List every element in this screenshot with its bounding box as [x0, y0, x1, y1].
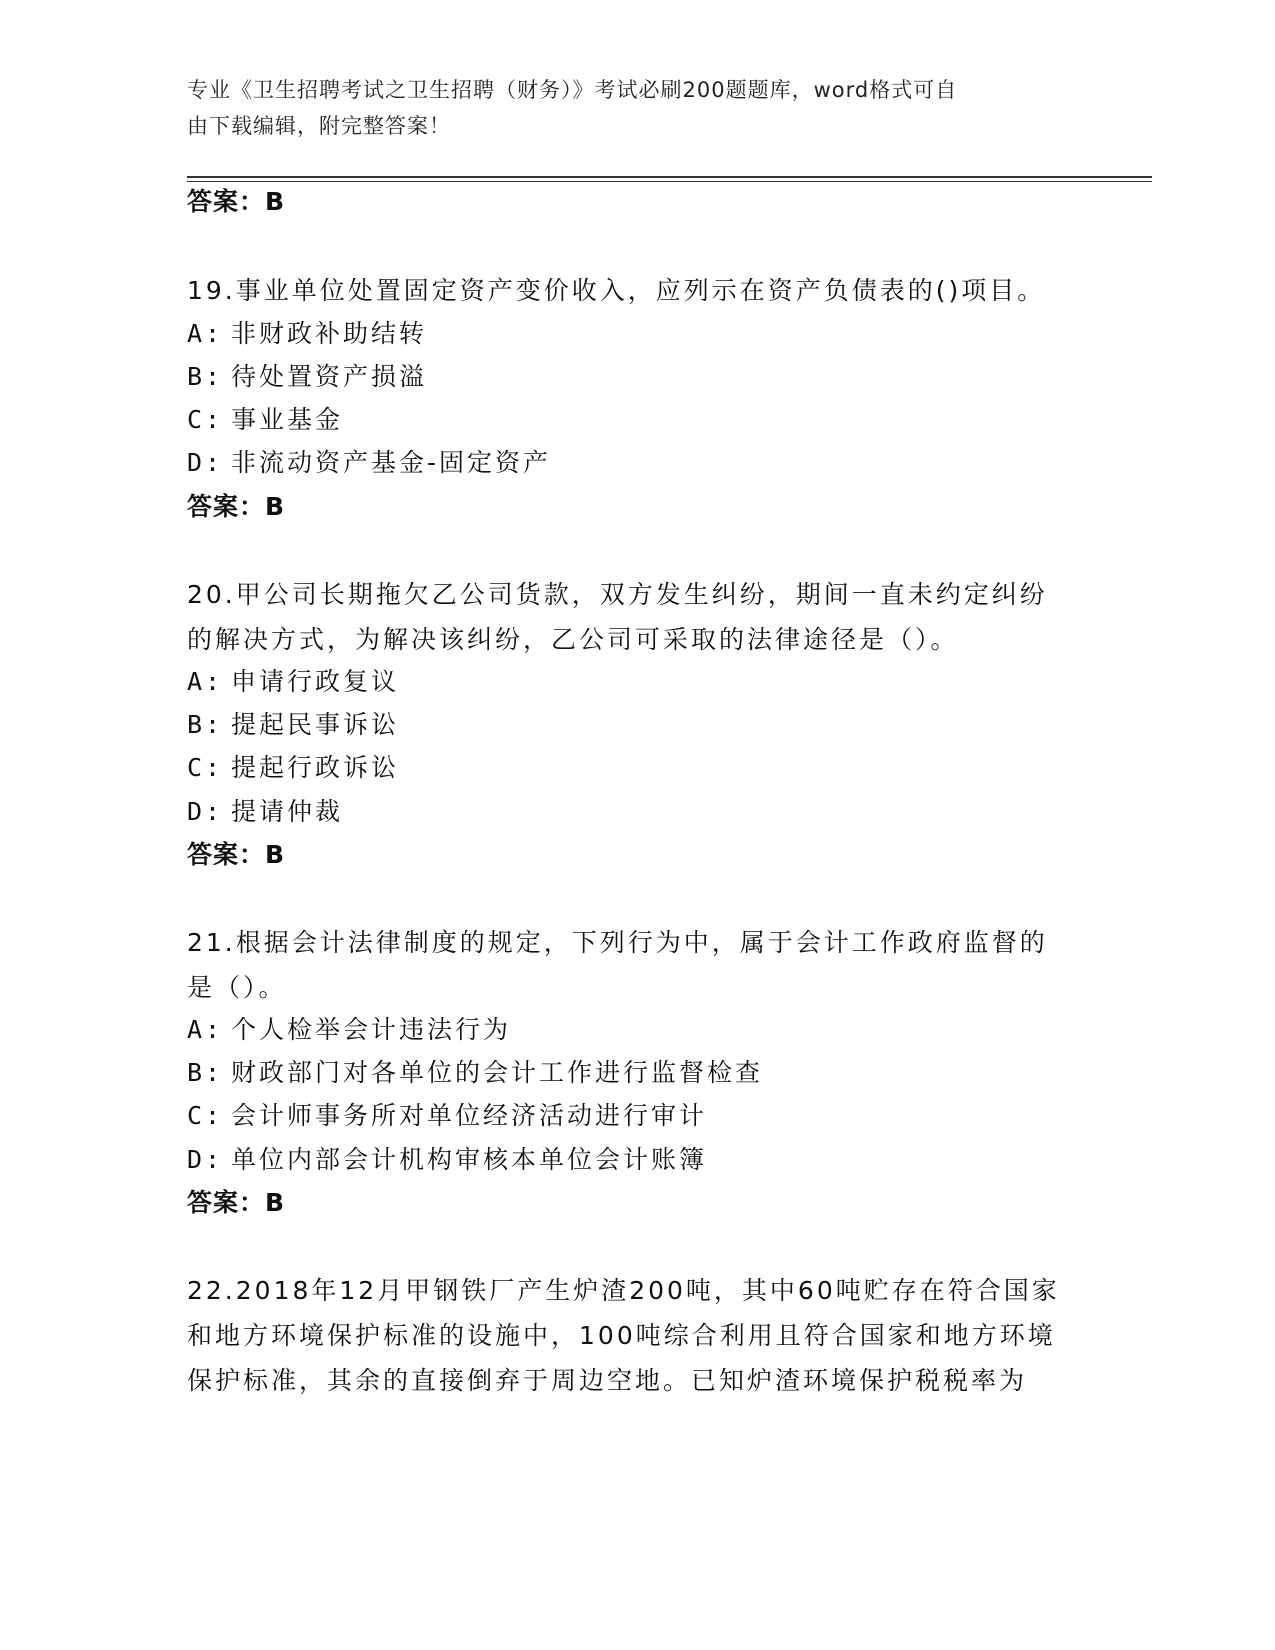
stem-line: 保护标准，其余的直接倒弃于周边空地。已知炉渣环境保护税税率为 [187, 1366, 1028, 1395]
answer-prev: 答案：B [187, 187, 286, 216]
stem-line: 21.根据会计法律制度的规定，下列行为中，属于会计工作政府监督的 [187, 928, 1048, 957]
option-text: 单位内部会计机构审核本单位会计账簿 [231, 1145, 708, 1174]
option-letter: A: [187, 1015, 224, 1044]
option-letter: D: [187, 448, 224, 477]
option-text: 申请行政复议 [231, 667, 400, 696]
question-22-stem [187, 1268, 1087, 1403]
option-text: 财政部门对各单位的会计工作进行监督检查 [231, 1058, 764, 1087]
answer-19: 答案：B [187, 492, 286, 521]
option-b [187, 1057, 763, 1089]
stem-line: 22.2018年12月甲钢铁厂产生炉渣200吨，其中60吨贮存在符合国家 [187, 1276, 1060, 1305]
option-letter: B: [187, 710, 224, 739]
stem-line: 19.事业单位处置固定资产变价收入，应列示在资产负债表的()项目。 [187, 276, 1046, 305]
option-text: 提起行政诉讼 [231, 753, 400, 782]
option-text: 提请仲裁 [231, 797, 344, 826]
option-text: 非流动资产基金-固定资产 [231, 448, 552, 477]
option-letter: C: [187, 753, 224, 782]
option-letter: C: [187, 405, 224, 434]
header-line-1: 专业《卫生招聘考试之卫生招聘（财务）》考试必刷200题题库，word格式可自 [187, 78, 958, 102]
option-letter: C: [187, 1101, 224, 1130]
question-21-stem [187, 920, 1087, 1010]
answer-20: 答案：B [187, 840, 286, 869]
option-text: 会计师事务所对单位经济活动进行审计 [231, 1101, 708, 1130]
option-letter: A: [187, 667, 224, 696]
header-line-2: 由下载编辑，附完整答案！ [187, 114, 451, 138]
stem-line: 20.甲公司长期拖欠乙公司货款，双方发生纠纷，期间一直未约定纠纷 [187, 580, 1048, 609]
option-c [187, 1100, 707, 1132]
option-d [187, 1144, 707, 1176]
option-letter: D: [187, 1145, 224, 1174]
option-c [187, 752, 399, 784]
option-d [187, 447, 551, 479]
page-header [187, 72, 1087, 144]
option-c [187, 404, 343, 436]
option-letter: A: [187, 319, 224, 348]
header-divider-thick [187, 176, 1152, 178]
option-a [187, 1014, 511, 1046]
option-a [187, 666, 399, 698]
stem-line: 和地方环境保护标准的设施中，100吨综合利用且符合国家和地方环境 [187, 1321, 1056, 1350]
question-19-stem [187, 268, 1087, 313]
option-a [187, 318, 427, 350]
option-text: 提起民事诉讼 [231, 710, 400, 739]
option-text: 个人检举会计违法行为 [231, 1015, 512, 1044]
stem-line: 是（）。 [187, 973, 287, 1002]
answer-21: 答案：B [187, 1188, 286, 1217]
option-text: 非财政补助结转 [231, 319, 428, 348]
option-letter: B: [187, 1058, 224, 1087]
option-letter: B: [187, 362, 224, 391]
option-text: 事业基金 [231, 405, 344, 434]
question-20-stem [187, 572, 1087, 662]
option-d [187, 796, 343, 828]
option-b [187, 361, 427, 393]
header-divider-thin [187, 181, 1152, 182]
option-b [187, 709, 399, 741]
option-text: 待处置资产损溢 [231, 362, 428, 391]
option-letter: D: [187, 797, 224, 826]
stem-line: 的解决方式，为解决该纠纷，乙公司可采取的法律途径是（）。 [187, 625, 959, 654]
